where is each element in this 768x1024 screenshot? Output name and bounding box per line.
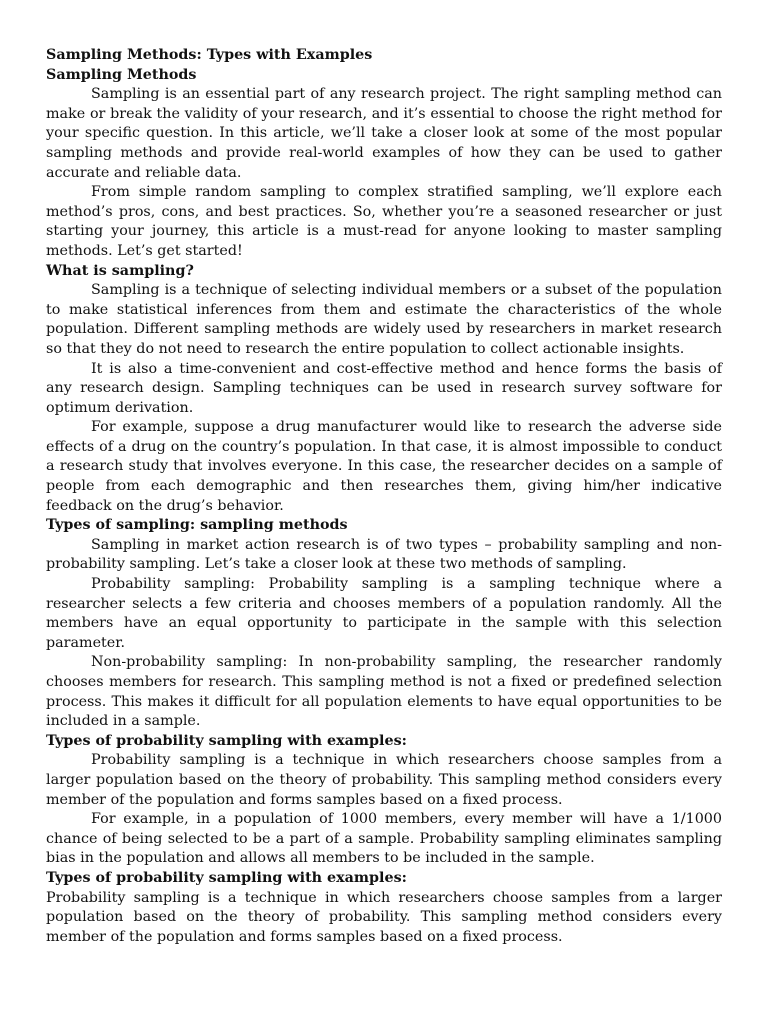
paragraph-drug-example: For example, suppose a drug manufacturer would like to research the adverse side effects of a drug on the country’s population. In that case, it is almost impossible to conduct a research study that involves everyone. In this case, the researcher decides on a sample of people from each demographic and then researches them, giving him/her indicative feedback on the drug’s behavior.	[46, 419, 722, 514]
document-body	[46, 66, 722, 948]
paragraph-non-probability-sampling: Non-probability sampling: In non-probability sampling, the researcher randomly chooses members for research. This sampling method is not a fixed or predefined selection process. This makes it difficult for all population elements to have equal opportunities to be included in a sample.	[46, 654, 722, 730]
paragraph-intro: Sampling is an essential part of any research project. The right sampling method can make or break the validity of your research, and it’s essential to choose the right method for your specific question. In this article, we’ll take a closer look at some of the most popular sampling methods and provide real-world examples of how they can be used to gather accurate and reliable data.	[46, 86, 722, 181]
document-title: Sampling Methods: Types with Examples	[46, 47, 373, 63]
paragraph-two-types: Sampling in market action research is of two types – probability sampling and non-probability sampling. Let’s take a closer look at these two methods of sampling.	[46, 536, 722, 573]
section-heading-sampling-methods: Sampling Methods	[46, 66, 197, 83]
section-heading-what-is-sampling: What is sampling?	[46, 262, 194, 279]
paragraph-population-example: For example, in a population of 1000 members, every member will have a 1/1000 chance of being selected to be a part of a sample. Probability sampling eliminates sampling bias in the population and allows all members to be included in the sample.	[46, 811, 722, 867]
paragraph-probability-technique-repeat: Probability sampling is a technique in which researchers choose samples from a larger population based on the theory of probability. This sampling method considers every member of the population and forms samples based on a fixed process.	[46, 889, 722, 945]
paragraph-overview: From simple random sampling to complex stratified sampling, we’ll explore each method’s pros, cons, and best practices. So, whether you’re a seasoned researcher or just starting your journey, this article is a must-read for anyone looking to master sampling methods. Let’s get started!	[46, 184, 722, 259]
paragraph-probability-technique: Probability sampling is a technique in which researchers choose samples from a larger population based on the theory of probability. This sampling method considers every member of the population and forms samples based on a fixed process.	[46, 752, 722, 808]
paragraph-sampling-definition: Sampling is a technique of selecting individual members or a subset of the population to make statistical inferences from them and estimate the characteristics of the whole population. Different sampling methods are widely used by researchers in market research so that they do not need to research the entire population to collect actionable insights.	[46, 282, 722, 357]
paragraph-cost-effective: It is also a time-convenient and cost-effective method and hence forms the basis of any research design. Sampling techniques can be used in research survey software for optimum derivation.	[46, 360, 722, 416]
section-heading-probability-types-2: Types of probability sampling with examples:	[46, 869, 407, 886]
section-heading-probability-types-1: Types of probability sampling with examples:	[46, 732, 407, 749]
section-heading-types-of-sampling: Types of sampling: sampling methods	[46, 517, 348, 534]
paragraph-probability-sampling: Probability sampling: Probability sampling is a sampling technique where a researcher selects a few criteria and chooses members of a population randomly. All the members have an equal opportunity to participate in the sample with this selection parameter.	[46, 576, 722, 651]
